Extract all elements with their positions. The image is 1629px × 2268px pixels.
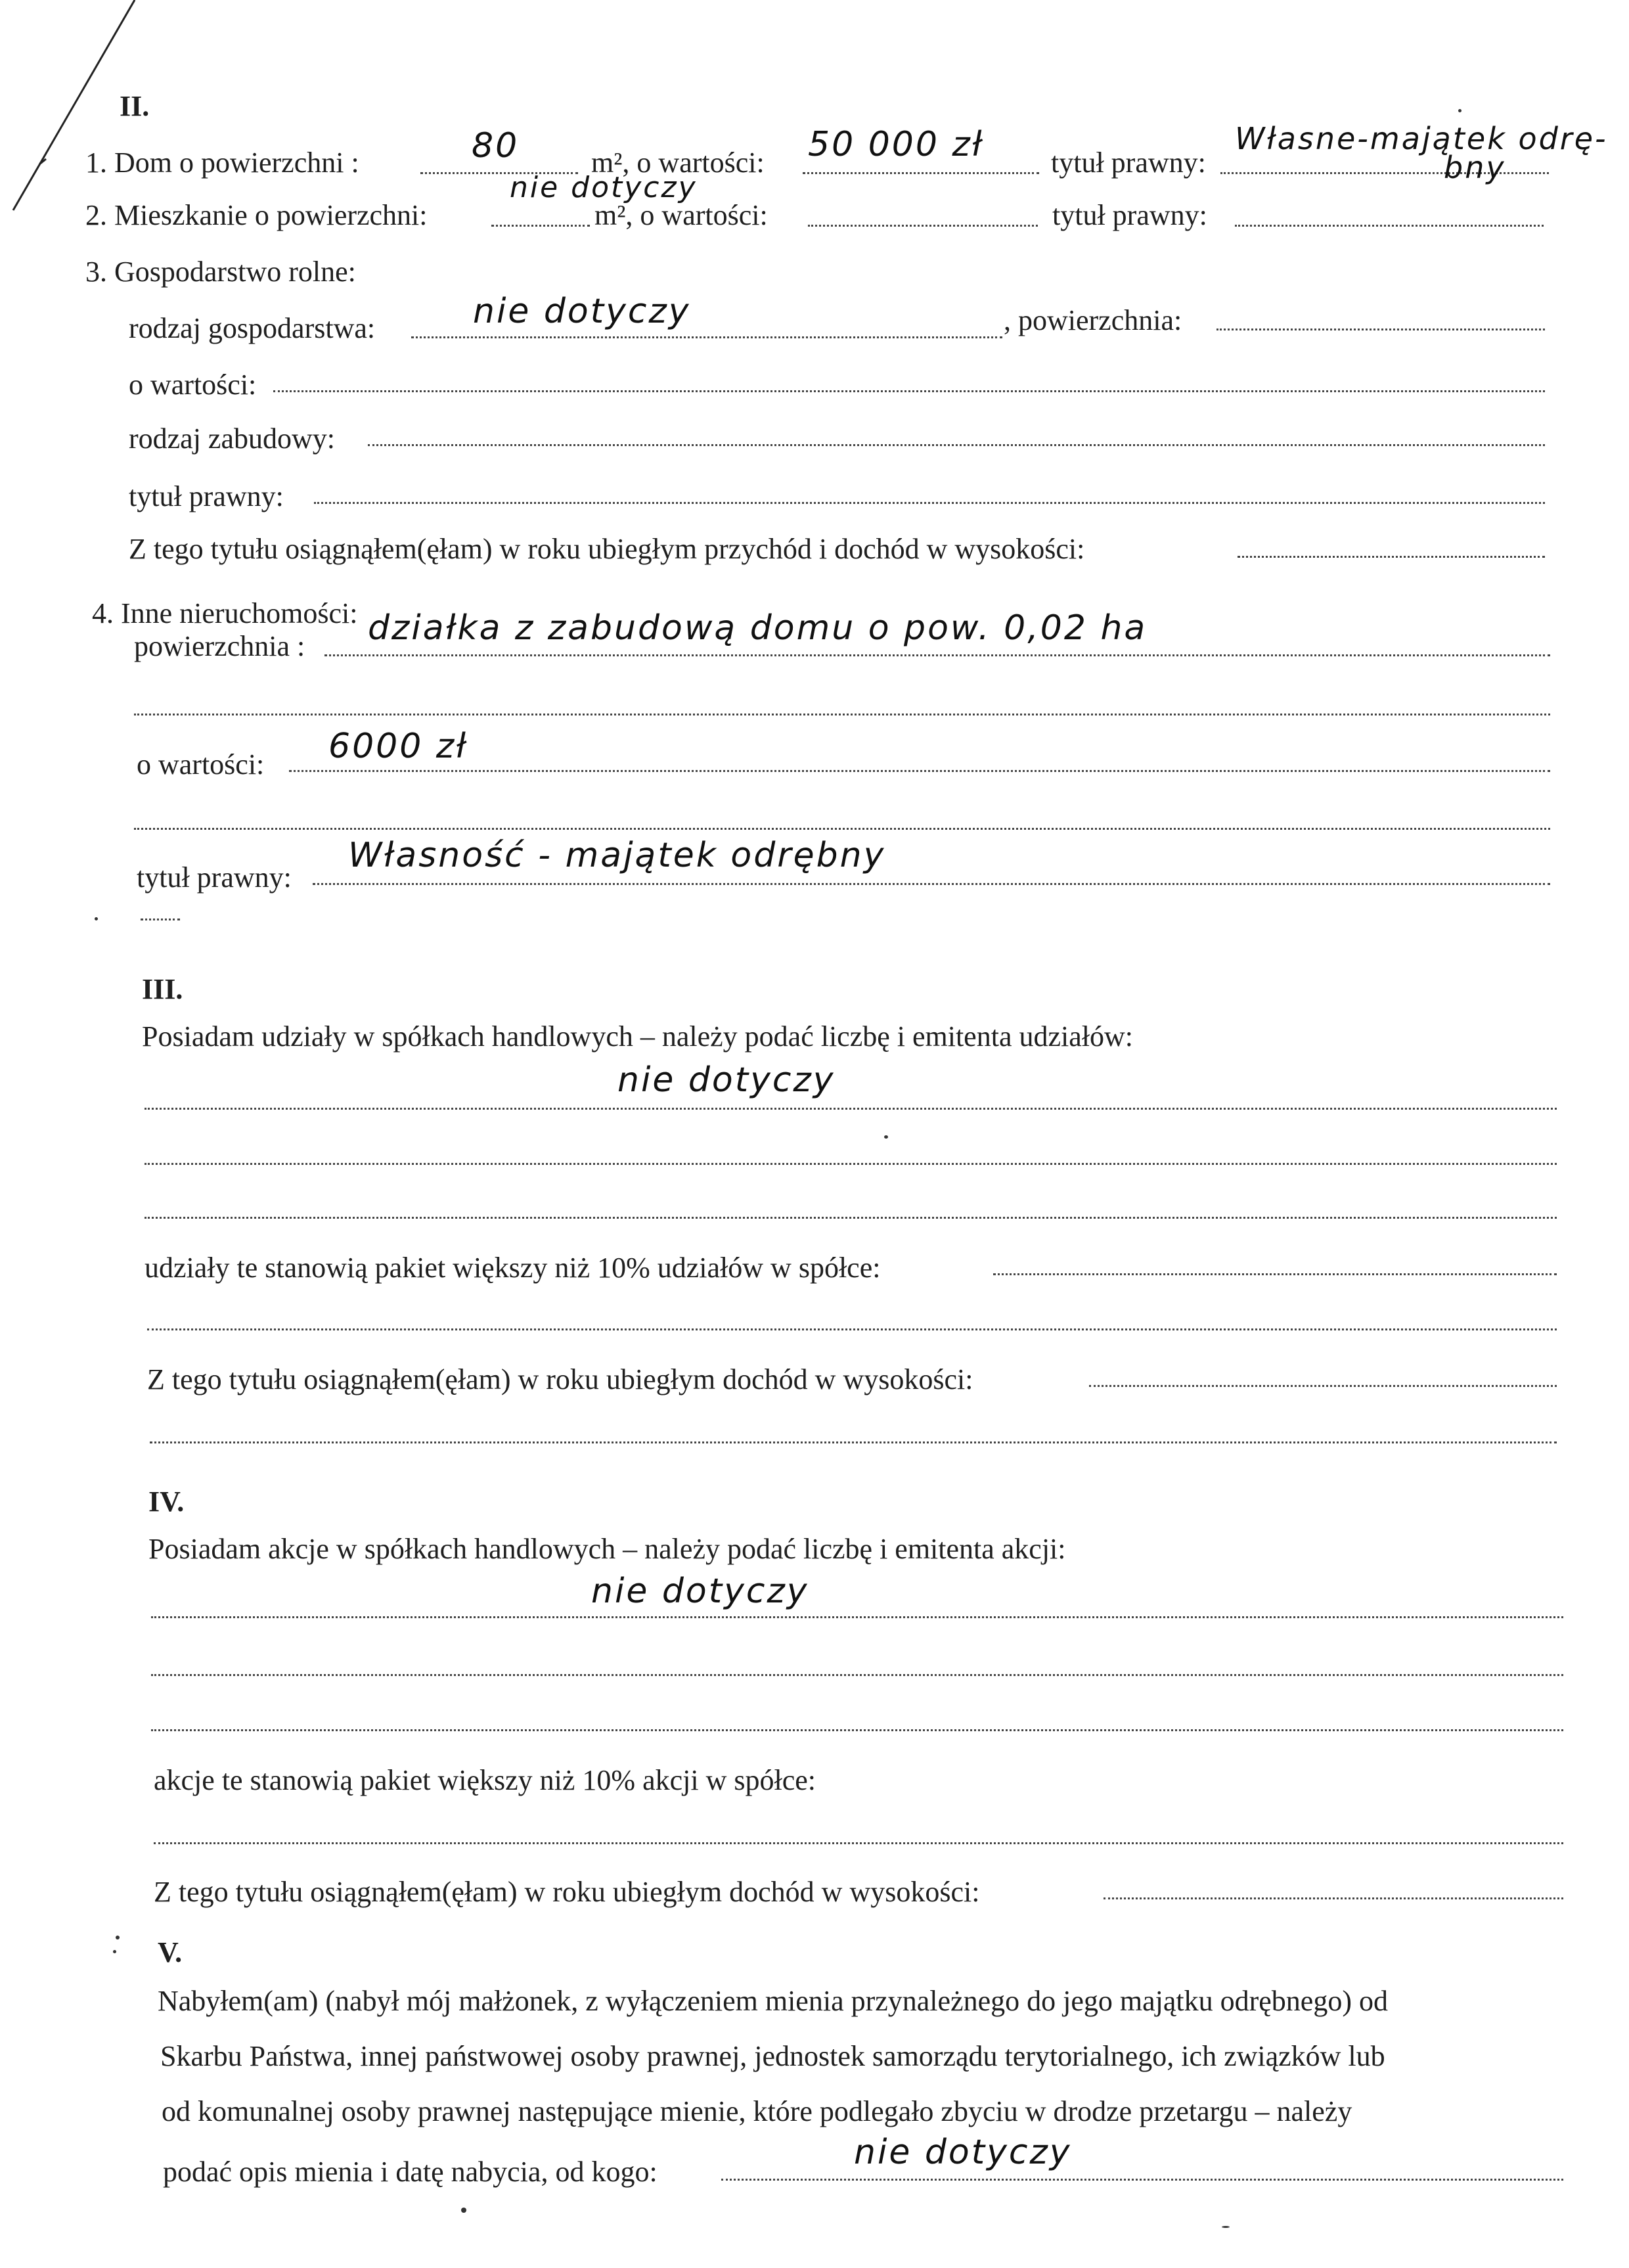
shares-line-3 xyxy=(145,1217,1557,1219)
flat-area-unit: m², o wartości: xyxy=(594,199,768,231)
farm-title-line xyxy=(314,502,1545,504)
shares-line-1 xyxy=(145,1108,1557,1110)
farm-value-label: o wartości: xyxy=(129,369,257,401)
scan-speck xyxy=(95,917,98,920)
acquired-value: nie dotyczy xyxy=(854,2133,1072,2172)
stocks-packet-label: akcje te stanowią pakiet większy niż 10% akcji w spółce: xyxy=(154,1764,816,1796)
flat-title-label: tytuł prawny: xyxy=(1052,199,1207,231)
other-property-label: 4. Inne nieruchomości: xyxy=(92,597,358,629)
house-title-value-1: Własne-majątek odrę- xyxy=(1235,121,1608,156)
stocks-line-2 xyxy=(151,1674,1563,1676)
other-property-stub-line xyxy=(141,919,180,920)
farm-build-line xyxy=(368,444,1545,446)
house-value: 50 000 zł xyxy=(808,125,984,164)
scan-speck xyxy=(113,1950,116,1953)
other-property-title-label: tytuł prawny: xyxy=(137,861,292,894)
farm-area-label: , powierzchnia: xyxy=(1004,304,1182,336)
farm-type-label: rodzaj gospodarstwa: xyxy=(129,312,376,344)
flat-area-line xyxy=(491,225,590,227)
stocks-income-label: Z tego tytułu osiągnąłem(ęłam) w roku ubiegłym dochód w wysokości: xyxy=(154,1876,980,1908)
shares-value: nie dotyczy xyxy=(617,1060,836,1100)
shares-income-line xyxy=(1089,1385,1557,1387)
house-area-unit: m², o wartości: xyxy=(591,147,765,179)
stocks-value: nie dotyczy xyxy=(591,1572,809,1611)
other-property-title-line xyxy=(313,883,1550,885)
farm-label: 3. Gospodarstwo rolne: xyxy=(85,256,356,288)
scan-speck xyxy=(1458,109,1462,112)
other-property-area-label: powierzchnia : xyxy=(134,630,305,662)
stocks-line-1 xyxy=(151,1616,1563,1618)
other-property-blank-line-1 xyxy=(134,714,1550,715)
acquired-text-line-3: od komunalnej osoby prawnej następujące mienie, które podlegało zbyciu w drodze przetargu – należy xyxy=(162,2095,1352,2127)
section-ii-heading: II. xyxy=(120,90,150,122)
shares-line-2 xyxy=(145,1163,1557,1165)
house-area-value: 80 xyxy=(472,126,520,166)
farm-value-line xyxy=(273,390,1545,392)
other-property-area-value: działka z zabudową domu o pow. 0,02 ha xyxy=(368,608,1148,648)
stocks-line-3 xyxy=(151,1729,1563,1731)
other-property-blank-line-2 xyxy=(134,828,1550,830)
stocks-income-line xyxy=(1104,1897,1563,1899)
acquired-line xyxy=(721,2179,1563,2181)
farm-income-line xyxy=(1238,556,1545,558)
farm-type-value: nie dotyczy xyxy=(473,292,691,331)
scan-speck xyxy=(884,1135,888,1139)
house-value-line xyxy=(803,172,1039,174)
house-title-value-2: bny xyxy=(1444,150,1506,185)
other-property-area-line xyxy=(324,654,1550,656)
farm-type-line xyxy=(411,336,1002,338)
section-iii-heading: III. xyxy=(142,973,183,1005)
farm-title-label: tytuł prawny: xyxy=(129,480,284,512)
farm-build-label: rodzaj zabudowy: xyxy=(129,422,335,455)
house-title-label: tytuł prawny: xyxy=(1051,147,1206,179)
shares-packet-label: udziały te stanowią pakiet większy niż 10% udziałów w spółce: xyxy=(145,1252,881,1284)
acquired-text-line-1: Nabyłem(am) (nabył mój małżonek, z wyłączeniem mienia przynależnego do jego majątku odrębnego) od xyxy=(158,1985,1388,2017)
other-property-value-line xyxy=(289,770,1550,772)
scan-speck xyxy=(461,2208,466,2213)
flat-area-label: 2. Mieszkanie o powierzchni: xyxy=(85,199,428,231)
shares-packet-line-2 xyxy=(147,1328,1557,1330)
section-iv-heading: IV. xyxy=(148,1486,185,1518)
shares-intro: Posiadam udziały w spółkach handlowych – należy podać liczbę i emitenta udziałów: xyxy=(142,1020,1133,1053)
shares-income-label: Z tego tytułu osiągnąłem(ęłam) w roku ubiegłym dochód w wysokości: xyxy=(147,1363,973,1395)
shares-income-line-2 xyxy=(150,1441,1557,1443)
other-property-value-label: o wartości: xyxy=(137,748,265,781)
scan-speck xyxy=(1222,2226,1230,2228)
stocks-intro: Posiadam akcje w spółkach handlowych – należy podać liczbę i emitenta akcji: xyxy=(148,1533,1066,1565)
other-property-title-value: Własność - majątek odrębny xyxy=(348,836,886,875)
stocks-packet-line xyxy=(154,1842,1563,1844)
section-v-heading: V. xyxy=(158,1936,183,1968)
acquired-text-line-4: podać opis mienia i datę nabycia, od kogo: xyxy=(163,2156,658,2188)
acquired-text-line-2: Skarbu Państwa, innej państwowej osoby prawnej, jednostek samorządu terytorialnego, ich związków lub xyxy=(160,2040,1385,2072)
other-property-value: 6000 zł xyxy=(328,727,468,766)
scan-speck xyxy=(116,1936,120,1939)
flat-title-line xyxy=(1235,225,1544,227)
house-area-label: 1. Dom o powierzchni : xyxy=(85,147,359,179)
farm-income-label: Z tego tytułu osiągnąłem(ęłam) w roku ubiegłym przychód i dochód w wysokości: xyxy=(129,533,1085,565)
shares-packet-line xyxy=(993,1273,1557,1275)
flat-value-line xyxy=(808,225,1038,227)
farm-area-line xyxy=(1216,329,1545,330)
flat-value: nie dotyczy xyxy=(510,171,698,204)
